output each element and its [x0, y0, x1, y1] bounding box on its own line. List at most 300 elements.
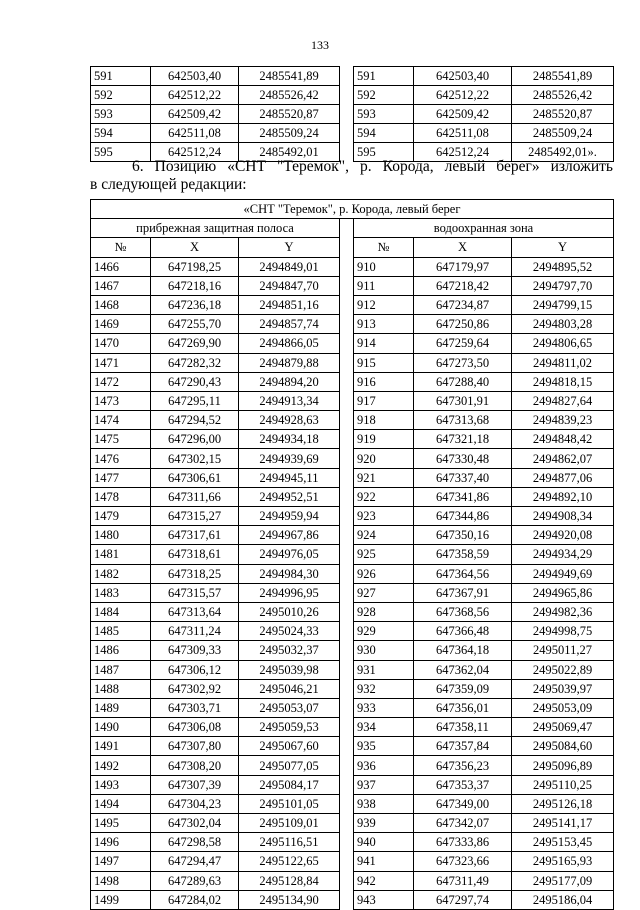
x-coordinate-left: 647318,61	[151, 545, 239, 564]
x-coordinate-right: 647356,23	[414, 756, 512, 775]
y-coordinate-left: 2495010,26	[239, 602, 340, 621]
point-number-right: 918	[354, 411, 414, 430]
y-coordinate-left: 2495059,53	[239, 718, 340, 737]
point-number-right: 932	[354, 679, 414, 698]
y-coordinate-left: 2494945,11	[239, 468, 340, 487]
y-coordinate-left: 2495101,05	[239, 794, 340, 813]
y-coordinate-right: 2494827,64	[512, 391, 614, 410]
table-row	[91, 622, 614, 641]
table-row	[91, 871, 614, 890]
y-coordinate-right: 2495126,18	[512, 794, 614, 813]
column-gap	[340, 67, 354, 86]
point-number-left: 1491	[91, 737, 151, 756]
point-number-left: 1495	[91, 814, 151, 833]
y-coordinate-right: 2495153,45	[512, 833, 614, 852]
x-coordinate-left: 642509,42	[151, 105, 239, 124]
y-coordinate-left: 2495122,65	[239, 852, 340, 871]
column-gap	[340, 833, 354, 852]
point-number-right: 941	[354, 852, 414, 871]
point-number-right: 937	[354, 775, 414, 794]
column-gap	[340, 449, 354, 468]
x-coordinate-left: 647294,47	[151, 852, 239, 871]
x-coordinate-right: 647366,48	[414, 622, 512, 641]
y-coordinate-left: 2494894,20	[239, 372, 340, 391]
y-coordinate-right: 2495096,89	[512, 756, 614, 775]
point-number-right: 939	[354, 814, 414, 833]
table-row	[91, 295, 614, 314]
point-number-left: 1477	[91, 468, 151, 487]
x-coordinate-left: 647255,70	[151, 315, 239, 334]
y-coordinate-left: 2495032,37	[239, 641, 340, 660]
column-gap	[340, 775, 354, 794]
x-coordinate-right: 647250,86	[414, 315, 512, 334]
point-number-right: 915	[354, 353, 414, 372]
point-number-left: 1493	[91, 775, 151, 794]
x-coordinate-right: 647362,04	[414, 660, 512, 679]
point-number-right: 916	[354, 372, 414, 391]
table-row	[91, 391, 614, 410]
column-gap	[340, 276, 354, 295]
x-coordinate-left: 647315,27	[151, 507, 239, 526]
point-number-left: 1499	[91, 890, 151, 909]
y-coordinate-right: 2495186,04	[512, 890, 614, 909]
point-number-left: 595	[91, 143, 151, 162]
x-coordinate-left: 647311,66	[151, 487, 239, 506]
x-coordinate-left: 647313,64	[151, 602, 239, 621]
point-number-left: 1467	[91, 276, 151, 295]
table-row	[91, 545, 614, 564]
table-row	[91, 276, 614, 295]
point-number-left: 1475	[91, 430, 151, 449]
point-number-right: 923	[354, 507, 414, 526]
point-number-right: 933	[354, 698, 414, 717]
column-gap	[340, 372, 354, 391]
point-number-right: 591	[354, 67, 414, 86]
y-coordinate-right: 2495177,09	[512, 871, 614, 890]
y-coordinate-left: 2494976,05	[239, 545, 340, 564]
y-coordinate-right: 2494908,34	[512, 507, 614, 526]
y-coordinate-left: 2485509,24	[239, 124, 340, 143]
point-number-right: 912	[354, 295, 414, 314]
x-coordinate-left: 647290,43	[151, 372, 239, 391]
y-coordinate-left: 2495109,01	[239, 814, 340, 833]
point-number-right: 927	[354, 583, 414, 602]
y-coordinate-left: 2494866,05	[239, 334, 340, 353]
y-coordinate-right: 2494998,75	[512, 622, 614, 641]
table-row	[91, 718, 614, 737]
table-row	[91, 890, 614, 909]
y-coordinate-left: 2494847,70	[239, 276, 340, 295]
x-coordinate-left: 647284,02	[151, 890, 239, 909]
table-row	[91, 507, 614, 526]
col-header-y-left: Y	[239, 238, 340, 257]
left-group-header: прибрежная защитная полоса	[91, 219, 340, 238]
right-group-header: водоохранная зона	[354, 219, 614, 238]
y-coordinate-left: 2485492,01	[239, 143, 340, 162]
y-coordinate-right: 2494799,15	[512, 295, 614, 314]
column-gap	[340, 411, 354, 430]
x-coordinate-right: 642511,08	[414, 124, 512, 143]
table-row	[91, 679, 614, 698]
x-coordinate-right: 647364,18	[414, 641, 512, 660]
y-coordinate-left: 2494851,16	[239, 295, 340, 314]
x-coordinate-left: 647318,25	[151, 564, 239, 583]
y-coordinate-left: 2494849,01	[239, 257, 340, 276]
amendment-heading-line1: 6. Позицию «СНТ "Теремок", р. Корода, левый берег» изложить	[132, 158, 613, 175]
point-number-right: 917	[354, 391, 414, 410]
x-coordinate-right: 647273,50	[414, 353, 512, 372]
x-coordinate-left: 647294,52	[151, 411, 239, 430]
point-number-right: 925	[354, 545, 414, 564]
y-coordinate-right: 2494862,07	[512, 449, 614, 468]
column-gap	[340, 660, 354, 679]
x-coordinate-left: 647236,18	[151, 295, 239, 314]
point-number-left: 591	[91, 67, 151, 86]
y-coordinate-left: 2495134,90	[239, 890, 340, 909]
column-gap	[340, 564, 354, 583]
point-number-right: 938	[354, 794, 414, 813]
column-gap	[340, 257, 354, 276]
point-number-right: 922	[354, 487, 414, 506]
column-gap	[340, 890, 354, 909]
x-coordinate-left: 647269,90	[151, 334, 239, 353]
x-coordinate-left: 647298,58	[151, 833, 239, 852]
point-number-left: 1484	[91, 602, 151, 621]
y-coordinate-right: 2495053,09	[512, 698, 614, 717]
y-coordinate-right: 2494934,29	[512, 545, 614, 564]
point-number-left: 1466	[91, 257, 151, 276]
coordinates-table	[90, 199, 614, 910]
point-number-left: 1494	[91, 794, 151, 813]
x-coordinate-left: 647302,04	[151, 814, 239, 833]
top-coordinates-table	[90, 66, 614, 162]
y-coordinate-right: 2485520,87	[512, 105, 614, 124]
table-row	[91, 86, 614, 105]
x-coordinate-left: 647309,33	[151, 641, 239, 660]
column-gap	[340, 430, 354, 449]
point-number-left: 1490	[91, 718, 151, 737]
x-coordinate-right: 647313,68	[414, 411, 512, 430]
y-coordinate-left: 2495046,21	[239, 679, 340, 698]
column-gap	[340, 238, 354, 257]
x-coordinate-right: 647353,37	[414, 775, 512, 794]
point-number-right: 940	[354, 833, 414, 852]
y-coordinate-left: 2495039,98	[239, 660, 340, 679]
y-coordinate-left: 2494967,86	[239, 526, 340, 545]
x-coordinate-right: 647357,84	[414, 737, 512, 756]
point-number-left: 1471	[91, 353, 151, 372]
point-number-right: 935	[354, 737, 414, 756]
table-row	[91, 257, 614, 276]
column-gap	[340, 871, 354, 890]
y-coordinate-right: 2494839,23	[512, 411, 614, 430]
y-coordinate-left: 2494857,74	[239, 315, 340, 334]
column-gap	[340, 334, 354, 353]
column-gap	[340, 698, 354, 717]
y-coordinate-right: 2485509,24	[512, 124, 614, 143]
column-gap	[340, 526, 354, 545]
column-gap	[340, 794, 354, 813]
x-coordinate-right: 647330,48	[414, 449, 512, 468]
x-coordinate-right: 647301,91	[414, 391, 512, 410]
x-coordinate-right: 647323,66	[414, 852, 512, 871]
column-gap	[340, 679, 354, 698]
column-gap	[340, 487, 354, 506]
point-number-right: 913	[354, 315, 414, 334]
x-coordinate-right: 647356,01	[414, 698, 512, 717]
x-coordinate-left: 647303,71	[151, 698, 239, 717]
point-number-right: 930	[354, 641, 414, 660]
table-row	[91, 353, 614, 372]
point-number-right: 593	[354, 105, 414, 124]
y-coordinate-right: 2494895,52	[512, 257, 614, 276]
column-gap	[340, 353, 354, 372]
point-number-left: 1472	[91, 372, 151, 391]
point-number-left: 1469	[91, 315, 151, 334]
x-coordinate-left: 647306,08	[151, 718, 239, 737]
point-number-right: 926	[354, 564, 414, 583]
point-number-left: 1476	[91, 449, 151, 468]
column-gap	[340, 507, 354, 526]
x-coordinate-right: 647333,86	[414, 833, 512, 852]
x-coordinate-left: 647311,24	[151, 622, 239, 641]
y-coordinate-left: 2494928,63	[239, 411, 340, 430]
point-number-left: 1485	[91, 622, 151, 641]
point-number-left: 1498	[91, 871, 151, 890]
y-coordinate-right: 2495011,27	[512, 641, 614, 660]
x-coordinate-right: 647358,11	[414, 718, 512, 737]
table-row	[91, 564, 614, 583]
x-coordinate-left: 647315,57	[151, 583, 239, 602]
table-row	[91, 833, 614, 852]
x-coordinate-left: 647296,00	[151, 430, 239, 449]
y-coordinate-right: 2485526,42	[512, 86, 614, 105]
y-coordinate-left: 2495116,51	[239, 833, 340, 852]
point-number-left: 1483	[91, 583, 151, 602]
y-coordinate-right: 2495022,89	[512, 660, 614, 679]
y-coordinate-left: 2485541,89	[239, 67, 340, 86]
x-coordinate-right: 647288,40	[414, 372, 512, 391]
point-number-right: 929	[354, 622, 414, 641]
x-coordinate-right: 647321,18	[414, 430, 512, 449]
table-row	[91, 814, 614, 833]
x-coordinate-right: 642512,24	[414, 143, 512, 162]
point-number-left: 1486	[91, 641, 151, 660]
point-number-right: 928	[354, 602, 414, 621]
y-coordinate-left: 2494984,30	[239, 564, 340, 583]
point-number-right: 919	[354, 430, 414, 449]
table-title: «СНТ "Теремок", р. Корода, левый берег	[91, 200, 614, 219]
x-coordinate-left: 647295,11	[151, 391, 239, 410]
table-row	[91, 794, 614, 813]
table-row	[91, 487, 614, 506]
x-coordinate-right: 647344,86	[414, 507, 512, 526]
x-coordinate-right: 647364,56	[414, 564, 512, 583]
table-row	[91, 67, 614, 86]
x-coordinate-left: 647289,63	[151, 871, 239, 890]
y-coordinate-right: 2494797,70	[512, 276, 614, 295]
point-number-left: 593	[91, 105, 151, 124]
column-gap	[340, 622, 354, 641]
y-coordinate-right: 2494949,69	[512, 564, 614, 583]
table-row	[91, 124, 614, 143]
point-number-left: 1479	[91, 507, 151, 526]
y-coordinate-right: 2494965,86	[512, 583, 614, 602]
x-coordinate-left: 647218,16	[151, 276, 239, 295]
point-number-left: 1482	[91, 564, 151, 583]
table-row	[91, 737, 614, 756]
table-row	[91, 641, 614, 660]
x-coordinate-right: 642509,42	[414, 105, 512, 124]
column-gap	[340, 737, 354, 756]
y-coordinate-right: 2494877,06	[512, 468, 614, 487]
y-coordinate-right: 2494811,02	[512, 353, 614, 372]
column-gap	[340, 545, 354, 564]
x-coordinate-left: 642511,08	[151, 124, 239, 143]
x-coordinate-left: 647302,15	[151, 449, 239, 468]
point-number-left: 1473	[91, 391, 151, 410]
table-row	[91, 583, 614, 602]
y-coordinate-left: 2495077,05	[239, 756, 340, 775]
table-row	[91, 372, 614, 391]
y-coordinate-right: 2494806,65	[512, 334, 614, 353]
point-number-right: 943	[354, 890, 414, 909]
y-coordinate-right: 2485541,89	[512, 67, 614, 86]
point-number-right: 934	[354, 718, 414, 737]
y-coordinate-left: 2494879,88	[239, 353, 340, 372]
point-number-left: 1470	[91, 334, 151, 353]
point-number-left: 1480	[91, 526, 151, 545]
x-coordinate-left: 647282,32	[151, 353, 239, 372]
y-coordinate-left: 2485520,87	[239, 105, 340, 124]
point-number-right: 592	[354, 86, 414, 105]
point-number-right: 924	[354, 526, 414, 545]
y-coordinate-right: 2495110,25	[512, 775, 614, 794]
y-coordinate-left: 2494913,34	[239, 391, 340, 410]
column-gap	[340, 219, 354, 238]
x-coordinate-left: 642512,22	[151, 86, 239, 105]
x-coordinate-left: 647306,61	[151, 468, 239, 487]
x-coordinate-left: 647307,80	[151, 737, 239, 756]
table-row	[91, 756, 614, 775]
table-row	[91, 698, 614, 717]
column-gap	[340, 814, 354, 833]
point-number-right: 936	[354, 756, 414, 775]
table-row	[91, 526, 614, 545]
table-row	[91, 660, 614, 679]
column-gap	[340, 124, 354, 143]
x-coordinate-right: 647367,91	[414, 583, 512, 602]
point-number-right: 914	[354, 334, 414, 353]
page-number: 133	[311, 38, 329, 52]
y-coordinate-left: 2495067,60	[239, 737, 340, 756]
y-coordinate-left: 2485526,42	[239, 86, 340, 105]
x-coordinate-right: 642503,40	[414, 67, 512, 86]
col-header-num-right: №	[354, 238, 414, 257]
y-coordinate-right: 2495084,60	[512, 737, 614, 756]
table-row	[91, 775, 614, 794]
x-coordinate-left: 647302,92	[151, 679, 239, 698]
col-header-y-right: Y	[512, 238, 614, 257]
point-number-left: 592	[91, 86, 151, 105]
x-coordinate-right: 647311,49	[414, 871, 512, 890]
y-coordinate-left: 2494952,51	[239, 487, 340, 506]
point-number-right: 595	[354, 143, 414, 162]
column-gap	[340, 315, 354, 334]
y-coordinate-left: 2494934,18	[239, 430, 340, 449]
column-gap	[340, 641, 354, 660]
col-header-x-left: X	[151, 238, 239, 257]
amendment-heading	[90, 158, 613, 194]
point-number-left: 1497	[91, 852, 151, 871]
y-coordinate-right: 2494982,36	[512, 602, 614, 621]
point-number-right: 942	[354, 871, 414, 890]
table-row	[91, 602, 614, 621]
x-coordinate-left: 647317,61	[151, 526, 239, 545]
column-gap	[340, 295, 354, 314]
point-number-right: 921	[354, 468, 414, 487]
x-coordinate-right: 647218,42	[414, 276, 512, 295]
table-row	[91, 852, 614, 871]
y-coordinate-left: 2494939,69	[239, 449, 340, 468]
point-number-left: 1468	[91, 295, 151, 314]
column-gap	[340, 468, 354, 487]
x-coordinate-left: 642503,40	[151, 67, 239, 86]
table-row	[91, 315, 614, 334]
y-coordinate-right: 2495039,97	[512, 679, 614, 698]
column-gap	[340, 718, 354, 737]
point-number-right: 920	[354, 449, 414, 468]
table-row	[91, 430, 614, 449]
x-coordinate-right: 647342,07	[414, 814, 512, 833]
x-coordinate-right: 647297,74	[414, 890, 512, 909]
y-coordinate-right: 2494920,08	[512, 526, 614, 545]
y-coordinate-right: 2495069,47	[512, 718, 614, 737]
table-row	[91, 105, 614, 124]
point-number-right: 594	[354, 124, 414, 143]
column-gap	[340, 756, 354, 775]
col-header-x-right: X	[414, 238, 512, 257]
point-number-left: 1496	[91, 833, 151, 852]
column-gap	[340, 391, 354, 410]
x-coordinate-left: 647306,12	[151, 660, 239, 679]
y-coordinate-left: 2495084,17	[239, 775, 340, 794]
point-number-right: 931	[354, 660, 414, 679]
point-number-left: 594	[91, 124, 151, 143]
amendment-heading-line2: в следующей редакции:	[90, 176, 247, 193]
x-coordinate-left: 642512,24	[151, 143, 239, 162]
point-number-right: 911	[354, 276, 414, 295]
x-coordinate-right: 647368,56	[414, 602, 512, 621]
x-coordinate-left: 647308,20	[151, 756, 239, 775]
column-gap	[340, 86, 354, 105]
y-coordinate-right: 2494818,15	[512, 372, 614, 391]
y-coordinate-right: 2495165,93	[512, 852, 614, 871]
column-gap	[340, 852, 354, 871]
table-row	[91, 411, 614, 430]
point-number-left: 1492	[91, 756, 151, 775]
point-number-left: 1478	[91, 487, 151, 506]
y-coordinate-right: 2494892,10	[512, 487, 614, 506]
y-coordinate-left: 2494959,94	[239, 507, 340, 526]
table-row	[91, 334, 614, 353]
point-number-left: 1481	[91, 545, 151, 564]
x-coordinate-right: 647349,00	[414, 794, 512, 813]
y-coordinate-right: 2495141,17	[512, 814, 614, 833]
table-row	[91, 449, 614, 468]
y-coordinate-left: 2495024,33	[239, 622, 340, 641]
column-gap	[340, 602, 354, 621]
